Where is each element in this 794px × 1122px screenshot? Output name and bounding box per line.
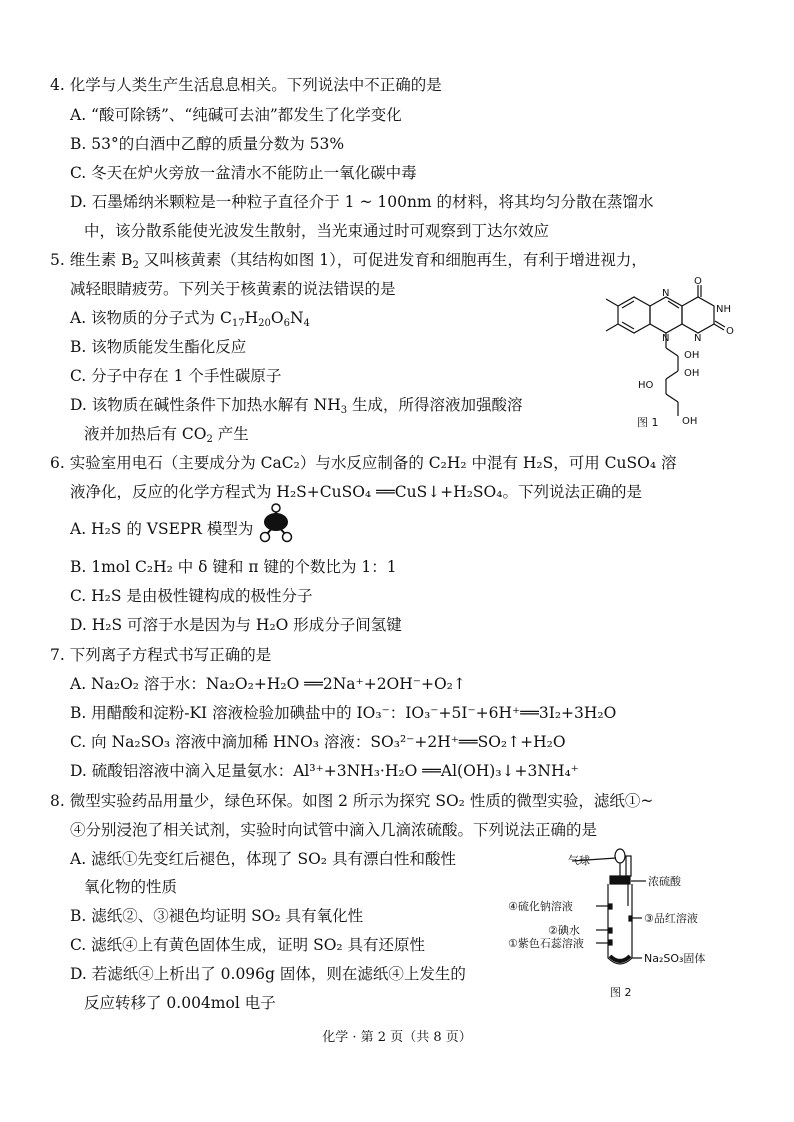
q6-stem-line2: 液净化，反应的化学方程式为 H₂S+CuSO₄ ══CuS↓+H₂SO₄。下列说法正确的是 <box>70 483 642 501</box>
q6-option-c: C. H₂S 是由极性键构成的极性分子 <box>70 587 313 605</box>
q8-option-a-line1: A. 滤纸①先变红后褪色，体现了 SO₂ 具有漂白性和酸性 <box>70 850 456 868</box>
fig2-label-filter-3: ③品红溶液 <box>644 912 698 925</box>
q8-option-d-line2: 反应转移了 0.004mol 电子 <box>84 994 276 1012</box>
q4-option-d-line2: 中，该分散系能使光波发生散射，当光束通过时可观察到丁达尔效应 <box>84 222 550 240</box>
q7-stem: 7. 下列离子方程式书写正确的是 <box>50 646 272 664</box>
q5-option-d-line2: 液并加热后有 $CO_2$ 产生 <box>84 425 249 445</box>
fig1-atom-oh-2: OH <box>684 368 700 379</box>
q7-option-c: C. 向 Na₂SO₃ 溶液中滴加稀 HNO₃ 溶液：SO₃²⁻+2H⁺══SO₂↑+H₂O <box>70 733 566 751</box>
q5-option-b: B. 该物质能发生酯化反应 <box>70 338 247 356</box>
q5-option-c: C. 分子中存在 1 个手性碳原子 <box>70 367 282 385</box>
figure-1-riboflavin-structure <box>600 276 750 436</box>
q5-stem-line1: 5. 维生素 $B_2$ 又叫核黄素（其结构如图 1），可促进发育和细胞再生，有利于增进视力， <box>50 251 647 271</box>
q5-stem-line2: 减轻眼睛疲劳。下列关于核黄素的说法错误的是 <box>70 280 396 298</box>
q7-option-d: D. 硫酸铝溶液中滴入足量氨水：Al³⁺+3NH₃·H₂O ══Al(OH)₃↓+3NH₄⁺ <box>70 762 579 780</box>
q5-option-d-line1: D. 该物质在碱性条件下加热水解有 $NH_3$ 生成，所得溶液加强酸溶 <box>70 396 523 416</box>
fig1-atom-oh-1: OH <box>684 350 700 361</box>
q4-option-d-line1: D. 石墨烯纳米颗粒是一种粒子直径介于 1 ~ 100nm 的材料，将其均匀分散在蒸馏水 <box>70 193 654 211</box>
q4-option-c: C. 冬天在炉火旁放一盆清水不能防止一氧化碳中毒 <box>70 164 417 182</box>
page-footer: 化学 · 第 2 页（共 8 页） <box>322 1030 472 1045</box>
figure-2-apparatus <box>508 846 748 976</box>
fig1-atom-n-top: N <box>662 288 670 299</box>
q6-option-d: D. H₂S 可溶于水是因为与 H₂O 形成分子间氢键 <box>70 616 402 634</box>
fig2-label-filter-4: ④硫化钠溶液 <box>508 900 573 913</box>
q6-option-a: A. H₂S 的 VSEPR 模型为 <box>70 520 254 538</box>
fig2-label-balloon: 气球 <box>568 854 590 867</box>
q6-stem-line1: 6. 实验室用电石（主要成分为 CaC₂）与水反应制备的 C₂H₂ 中混有 H₂S，可用 CuSO₄ 溶 <box>50 454 677 472</box>
q4-option-b: B. 53°的白酒中乙醇的质量分数为 53% <box>70 135 345 153</box>
fig1-atom-nh: NH <box>716 304 731 315</box>
fig1-atom-o-right: O <box>726 326 734 337</box>
q8-option-d-line1: D. 若滤纸④上析出了 0.096g 固体，则在滤纸④上发生的 <box>70 965 466 983</box>
q6-option-b: B. 1mol C₂H₂ 中 δ 键和 π 键的个数比为 1：1 <box>70 558 397 576</box>
q8-stem-line1: 8. 微型实验药品用量少，绿色环保。如图 2 所示为探究 SO₂ 性质的微型实验，滤纸①~ <box>50 792 654 810</box>
q4-stem: 4. 化学与人类生产生活息息相关。下列说法中不正确的是 <box>50 76 442 94</box>
q8-stem-line2: ④分别浸泡了相关试剂，实验时向试管中滴入几滴浓硫酸。下列说法正确的是 <box>70 821 598 839</box>
q8-option-a-line2: 氧化物的性质 <box>84 878 178 896</box>
figure-1-caption: 图 1 <box>637 416 659 429</box>
fig2-label-acid: 浓硫酸 <box>648 875 681 888</box>
q5-option-a: A. 该物质的分子式为 $C_{17}H_{20}O_6N_4$ <box>70 309 310 329</box>
q7-option-a: A. Na₂O₂ 溶于水：Na₂O₂+H₂O ══2Na⁺+2OH⁻+O₂↑ <box>70 675 466 693</box>
fig1-atom-ho: HO <box>638 380 654 391</box>
fig1-atom-n-ring: N <box>662 333 670 344</box>
vsepr-model-icon <box>258 502 294 544</box>
figure-2-caption: 图 2 <box>610 986 632 999</box>
fig2-label-solid: Na₂SO₃固体 <box>644 952 706 965</box>
fig1-atom-n-bottom: N <box>694 333 702 344</box>
q7-option-b: B. 用醋酸和淀粉-KI 溶液检验加碘盐中的 IO₃⁻：IO₃⁻+5I⁻+6H⁺══3I₂+3H₂O <box>70 704 617 722</box>
q8-option-c: C. 滤纸④上有黄色固体生成，证明 SO₂ 具有还原性 <box>70 936 426 954</box>
fig1-atom-oh-3: OH <box>682 416 698 427</box>
q8-option-b: B. 滤纸②、③褪色均证明 SO₂ 具有氧化性 <box>70 907 364 925</box>
fig1-atom-o-top: O <box>694 276 702 287</box>
fig2-label-filter-1: ①紫色石蕊溶液 <box>508 937 584 950</box>
fig2-label-filter-2: ②碘水 <box>548 924 580 937</box>
q4-option-a: A. “酸可除锈”、“纯碱可去油”都发生了化学变化 <box>70 106 402 124</box>
